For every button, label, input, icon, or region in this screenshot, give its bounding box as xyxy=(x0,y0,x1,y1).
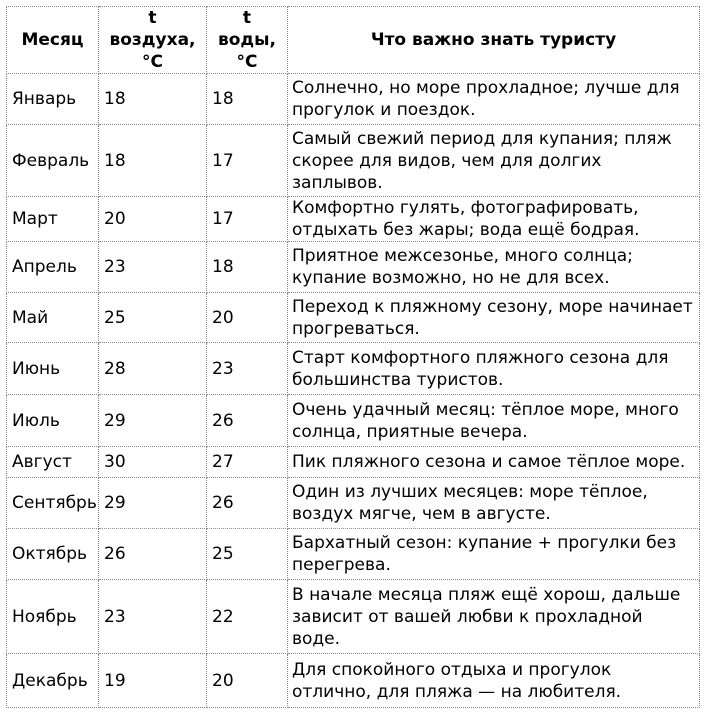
cell-month: Октябрь xyxy=(7,529,99,580)
cell-tip: В начале месяца пляж ещё хорош, дальше зависит от вашей любви к прохладной воде. xyxy=(288,580,700,654)
cell-tip: Пик пляжного сезона и самое тёплое море. xyxy=(288,447,700,478)
table-row xyxy=(7,447,700,478)
cell-air-temp: 19 xyxy=(99,654,207,708)
table-row xyxy=(7,395,700,447)
cell-air-temp: 28 xyxy=(99,343,207,395)
cell-water-temp: 25 xyxy=(207,529,288,580)
table-row xyxy=(7,242,700,293)
table-row xyxy=(7,529,700,580)
cell-tip: Для спокойного отдыха и прогулок отлично, для пляжа — на любителя. xyxy=(288,654,700,708)
cell-air-temp: 25 xyxy=(99,293,207,343)
cell-air-temp: 23 xyxy=(99,242,207,293)
cell-air-temp: 29 xyxy=(99,395,207,447)
header-water-temp: t воды, °C xyxy=(207,7,288,74)
cell-water-temp: 20 xyxy=(207,654,288,708)
cell-air-temp: 20 xyxy=(99,197,207,242)
cell-month: Июнь xyxy=(7,343,99,395)
header-air-temp: t воздуха, °C xyxy=(99,7,207,74)
table-row xyxy=(7,197,700,242)
cell-water-temp: 27 xyxy=(207,447,288,478)
cell-month: Апрель xyxy=(7,242,99,293)
cell-water-temp: 17 xyxy=(207,125,288,197)
table-row xyxy=(7,125,700,197)
cell-tip: Очень удачный месяц: тёплое море, много солнца, приятные вечера. xyxy=(288,395,700,447)
cell-month: Май xyxy=(7,293,99,343)
cell-month: Декабрь xyxy=(7,654,99,708)
cell-tip: Старт комфортного пляжного сезона для большинства туристов. xyxy=(288,343,700,395)
cell-water-temp: 23 xyxy=(207,343,288,395)
cell-tip: Комфортно гулять, фотографировать, отдыхать без жары; вода ещё бодрая. xyxy=(288,197,700,242)
cell-month: Февраль xyxy=(7,125,99,197)
cell-tip: Один из лучших месяцев: море тёплое, воздух мягче, чем в августе. xyxy=(288,478,700,529)
cell-air-temp: 18 xyxy=(99,125,207,197)
cell-water-temp: 17 xyxy=(207,197,288,242)
table-row xyxy=(7,654,700,708)
cell-water-temp: 26 xyxy=(207,395,288,447)
cell-tip: Самый свежий период для купания; пляж скорее для видов, чем для долгих заплывов. xyxy=(288,125,700,197)
header-row xyxy=(7,7,700,74)
cell-month: Август xyxy=(7,447,99,478)
cell-tip: Переход к пляжному сезону, море начинает прогреваться. xyxy=(288,293,700,343)
cell-month: Январь xyxy=(7,74,99,125)
header-tips: Что важно знать туристу xyxy=(288,7,700,74)
cell-water-temp: 18 xyxy=(207,74,288,125)
cell-tip: Бархатный сезон: купание + прогулки без перегрева. xyxy=(288,529,700,580)
table-row xyxy=(7,343,700,395)
cell-air-temp: 18 xyxy=(99,74,207,125)
cell-air-temp: 29 xyxy=(99,478,207,529)
cell-month: Ноябрь xyxy=(7,580,99,654)
cell-tip: Солнечно, но море прохладное; лучше для прогулок и поездок. xyxy=(288,74,700,125)
header-month: Месяц xyxy=(7,7,99,74)
cell-tip: Приятное межсезонье, много солнца; купание возможно, но не для всех. xyxy=(288,242,700,293)
cell-air-temp: 23 xyxy=(99,580,207,654)
cell-month: Июль xyxy=(7,395,99,447)
table-row xyxy=(7,580,700,654)
cell-air-temp: 30 xyxy=(99,447,207,478)
cell-month: Сентябрь xyxy=(7,478,99,529)
table-row xyxy=(7,478,700,529)
cell-water-temp: 22 xyxy=(207,580,288,654)
cell-water-temp: 18 xyxy=(207,242,288,293)
cell-air-temp: 26 xyxy=(99,529,207,580)
cell-water-temp: 26 xyxy=(207,478,288,529)
table-row xyxy=(7,293,700,343)
climate-table xyxy=(6,6,700,708)
cell-water-temp: 20 xyxy=(207,293,288,343)
table-row xyxy=(7,74,700,125)
cell-month: Март xyxy=(7,197,99,242)
